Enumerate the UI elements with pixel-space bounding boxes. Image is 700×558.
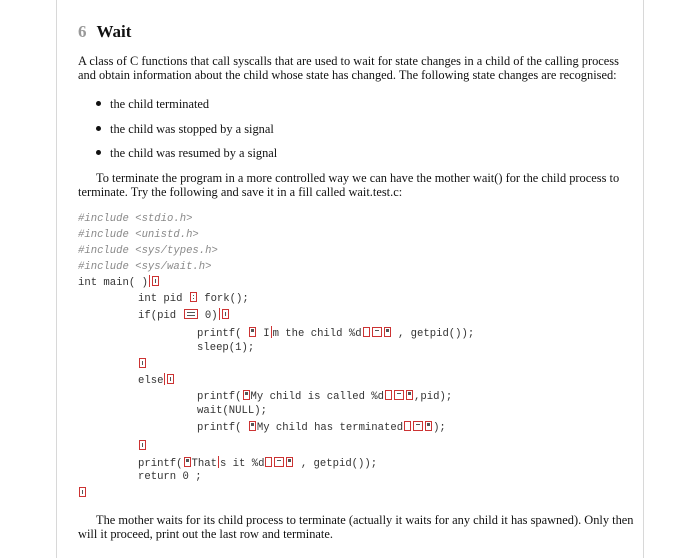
caret-mark: [218, 456, 219, 468]
quote-glyph-icon: [249, 421, 256, 431]
code-line-sleep: sleep(1);: [197, 342, 255, 354]
bullet-dot-icon: [96, 126, 101, 131]
bullet-item: the child was stopped by a signal: [96, 122, 274, 137]
page-border-right: [643, 0, 644, 558]
bullet-dot-icon: [96, 150, 101, 155]
newline-glyph-icon: [413, 421, 423, 431]
caret-mark: [164, 373, 165, 385]
code-line-return: return 0 ;: [138, 471, 202, 483]
code-include: #include <sys/types.h>: [78, 245, 218, 257]
brace-glyph-icon: [167, 374, 174, 384]
double-equals-glyph-icon: [184, 309, 198, 319]
quote-glyph-icon: [406, 390, 413, 400]
bullet-dot-icon: [96, 101, 101, 106]
quote-glyph-icon: [425, 421, 432, 431]
caret-mark: [149, 275, 150, 287]
quote-glyph-icon: [243, 390, 250, 400]
code-include: #include <sys/wait.h>: [78, 261, 212, 273]
equals-glyph-icon: [190, 292, 197, 302]
backslash-glyph-icon: [265, 457, 272, 467]
code-close-brace: [138, 440, 147, 453]
code-line-printf-final: printf( That s it %d , getpid());: [138, 458, 378, 470]
code-line-if: if(pid 0): [138, 308, 230, 322]
code-close-brace: [138, 358, 147, 371]
bullet-item: the child was resumed by a signal: [96, 146, 277, 161]
code-main-signature: int main( ): [78, 275, 160, 289]
newline-glyph-icon: [372, 327, 382, 337]
code-line-decl: int pid fork();: [138, 293, 249, 305]
intro-paragraph: A class of C functions that call syscalls that are used to wait for state changes in a child of the calling process and obtain information about the child whose state has changed. The following state changes are recognised:: [78, 54, 619, 82]
quote-glyph-icon: [286, 457, 293, 467]
code-line-wait: wait(NULL);: [197, 405, 267, 417]
section-number: 6: [78, 22, 87, 41]
caret-mark: [271, 326, 272, 338]
quote-glyph-icon: [249, 327, 256, 337]
caret-mark: [219, 308, 220, 320]
section-heading: [78, 22, 131, 42]
newline-glyph-icon: [394, 390, 404, 400]
code-line-else: else: [138, 373, 175, 387]
code-close-brace: [78, 487, 87, 500]
brace-glyph-icon: [139, 440, 146, 450]
code-include: #include <stdio.h>: [78, 213, 193, 225]
closing-paragraph: The mother waits for its child process to terminate (actually it waits for any child it has spawned). Only then will it proceed, print out the last row and terminate.: [78, 513, 634, 541]
code-include: #include <unistd.h>: [78, 229, 199, 241]
brace-glyph-icon: [79, 487, 86, 497]
instruction-paragraph: To terminate the program in a more controlled way we can have the mother wait() for the child process to terminate. Try the following and save it in a fill called wait.test.c:: [78, 171, 620, 199]
code-line-printf-child: printf( I m the child %d , getpid());: [197, 328, 475, 340]
code-line-printf-terminated: printf( My child has terminated );: [197, 422, 446, 434]
brace-glyph-icon: [139, 358, 146, 368]
newline-glyph-icon: [274, 457, 284, 467]
bullet-item: the child terminated: [96, 97, 209, 112]
brace-glyph-icon: [222, 309, 229, 319]
brace-glyph-icon: [152, 276, 159, 286]
backslash-glyph-icon: [363, 327, 370, 337]
quote-glyph-icon: [384, 327, 391, 337]
backslash-glyph-icon: [385, 390, 392, 400]
section-title: Wait: [96, 22, 132, 41]
page-border-left: [56, 0, 57, 558]
backslash-glyph-icon: [404, 421, 411, 431]
code-line-printf-parent: printf( My child is called %d ,pid);: [197, 391, 453, 403]
quote-glyph-icon: [184, 457, 191, 467]
